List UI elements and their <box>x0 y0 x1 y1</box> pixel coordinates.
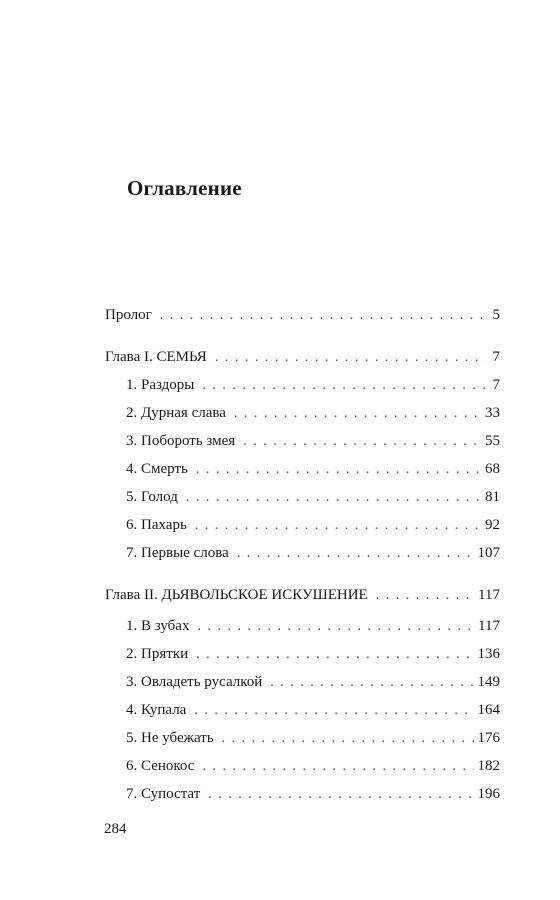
dot-leader <box>195 515 481 537</box>
toc-entry-label: 7. Супостат <box>126 786 201 802</box>
toc-entry-section[interactable] <box>126 643 500 665</box>
toc-entry-chapter-1[interactable] <box>105 346 500 368</box>
toc-entry-page: 136 <box>477 646 500 662</box>
dot-leader <box>186 487 481 509</box>
toc-entry-page: 117 <box>478 587 500 603</box>
toc-entry-label: Пролог <box>105 307 152 323</box>
toc-entry-section[interactable] <box>126 430 500 452</box>
toc-entry-label: 5. Не убежать <box>126 730 214 746</box>
toc-entry-section[interactable] <box>126 374 500 396</box>
toc-entry-page: 182 <box>477 758 500 774</box>
toc-entry-page: 92 <box>485 517 500 533</box>
toc-entry-page: 196 <box>477 786 500 802</box>
page-title: Оглавление <box>127 176 242 200</box>
toc-entry-page: 81 <box>485 489 500 505</box>
dot-leader <box>215 347 486 369</box>
dot-leader <box>160 305 486 327</box>
dot-leader <box>234 403 481 425</box>
toc-entry-label: 2. Дурная слава <box>126 405 226 421</box>
toc-entry-section[interactable] <box>126 542 500 564</box>
dot-leader <box>196 644 473 666</box>
toc-entry-label: 6. Сенокос <box>126 758 195 774</box>
toc-entry-section[interactable] <box>126 755 500 777</box>
dot-leader <box>196 459 481 481</box>
toc-entry-page: 176 <box>477 730 500 746</box>
dot-leader <box>270 672 473 694</box>
toc-entry-section[interactable] <box>126 402 500 424</box>
dot-leader <box>376 585 474 607</box>
toc-entry-page: 7 <box>492 377 500 393</box>
dot-leader <box>194 700 473 722</box>
dot-leader <box>208 784 473 806</box>
dot-leader <box>197 616 474 638</box>
toc-entry-page: 164 <box>477 702 500 718</box>
toc-entry-label: 3. Побороть змея <box>126 433 236 449</box>
toc-entry-page: 68 <box>485 461 500 477</box>
toc-entry-page: 33 <box>485 405 500 421</box>
toc-entry-section[interactable] <box>126 486 500 508</box>
dot-leader <box>202 756 473 778</box>
toc-entry-section[interactable] <box>126 699 500 721</box>
toc-entry-page: 5 <box>492 307 500 323</box>
dot-leader <box>202 375 486 397</box>
toc-entry-label: 4. Смерть <box>126 461 188 477</box>
toc-entry-section[interactable] <box>126 671 500 693</box>
toc-entry-label: Глава I. СЕМЬЯ <box>105 349 207 365</box>
toc-entry-section[interactable] <box>126 727 500 749</box>
page-number: 284 <box>104 821 127 837</box>
toc-entry-label: Глава II. ДЬЯВОЛЬСКОЕ ИСКУШЕНИЕ <box>105 587 368 603</box>
toc-entry-chapter-2[interactable] <box>105 584 500 606</box>
toc-entry-page: 7 <box>492 349 500 365</box>
toc-entry-page: 117 <box>478 618 500 634</box>
toc-entry-section[interactable] <box>126 514 500 536</box>
dot-leader <box>222 728 474 750</box>
dot-leader <box>243 431 481 453</box>
toc-entry-label: 3. Овладеть русалкой <box>126 674 263 690</box>
toc-entry-prologue[interactable] <box>105 304 500 326</box>
toc-entry-label: 1. В зубах <box>126 618 190 634</box>
toc-entry-page: 107 <box>477 545 500 561</box>
toc-entry-label: 5. Голод <box>126 489 178 505</box>
toc-entry-label: 4. Купала <box>126 702 187 718</box>
table-of-contents <box>105 0 500 900</box>
toc-entry-label: 1. Раздоры <box>126 377 195 393</box>
toc-entry-page: 55 <box>485 433 500 449</box>
toc-entry-section[interactable] <box>126 615 500 637</box>
toc-entry-section[interactable] <box>126 458 500 480</box>
toc-entry-label: 2. Прятки <box>126 646 189 662</box>
toc-entry-section[interactable] <box>126 783 500 805</box>
toc-entry-page: 149 <box>477 674 500 690</box>
dot-leader <box>237 543 474 565</box>
toc-entry-label: 6. Пахарь <box>126 517 187 533</box>
toc-entry-label: 7. Первые слова <box>126 545 229 561</box>
